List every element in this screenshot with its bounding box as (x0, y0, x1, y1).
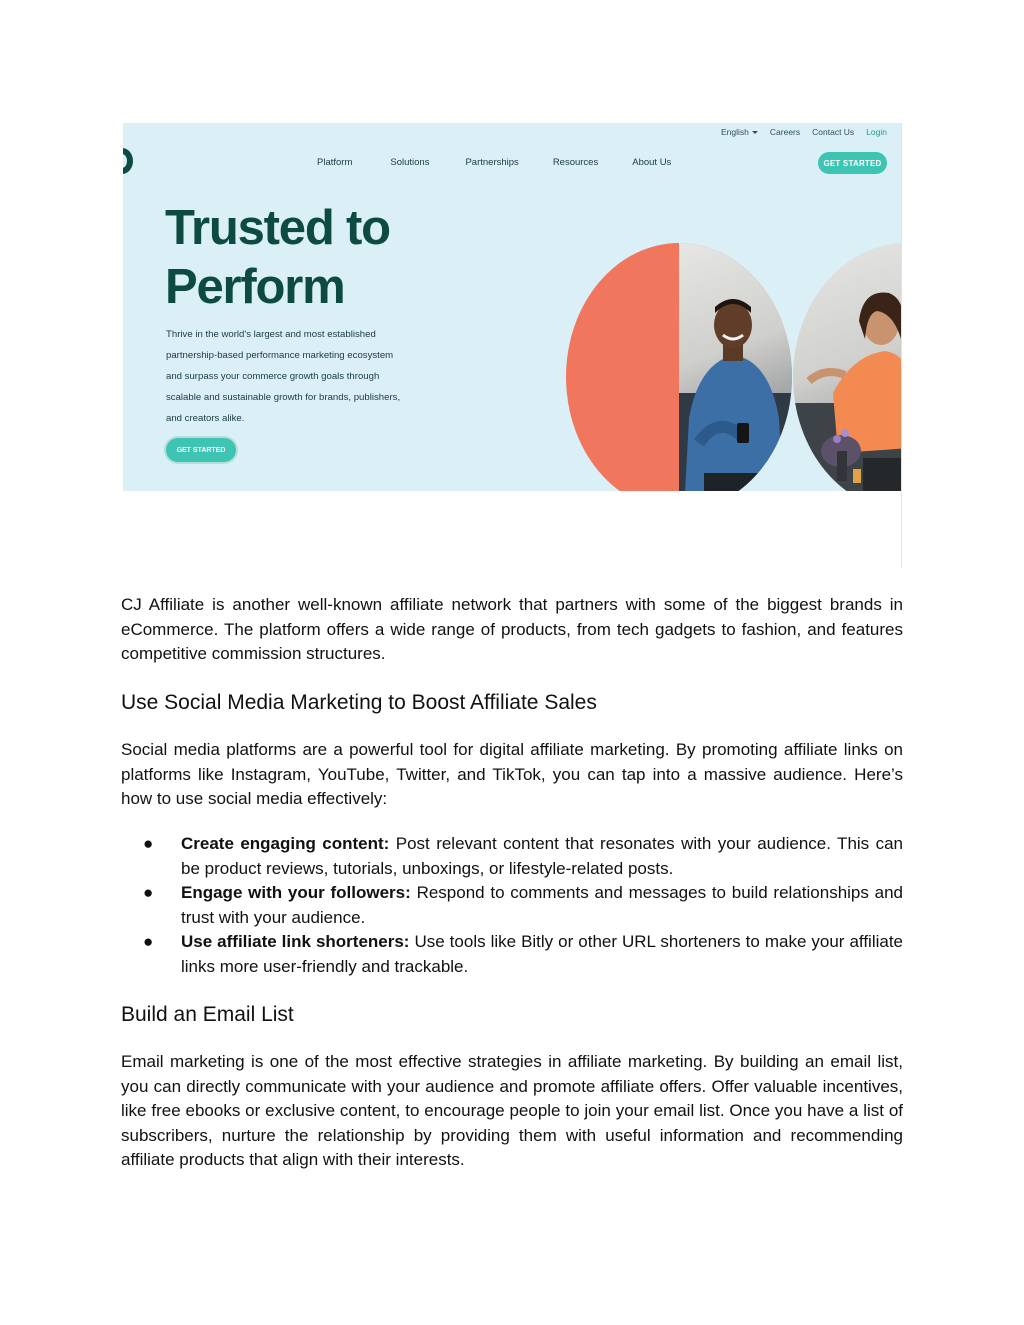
nav-item-solutions[interactable]: Solutions (390, 157, 430, 168)
embedded-website-screenshot (123, 123, 902, 568)
woman-illustration (793, 243, 901, 491)
headline-line-2: Perform (165, 260, 345, 314)
utility-nav (721, 127, 887, 137)
headline-line-1: Trusted to (165, 201, 390, 255)
hero-headline (165, 199, 390, 317)
email-list-paragraph: Email marketing is one of the most effective strategies in affiliate marketing. By building an email list, you can directly communicate with your audience and promote affiliate offers. Offer valuable incentives, like free ebooks or exclusive content, to encourage people to join your email list. Once you have a list of subscribers, nurture the relationship by providing them with useful information and recommending affiliate products that align with their interests. (121, 1052, 903, 1169)
list-item (121, 930, 903, 979)
list-item-bold: Use affiliate link shorteners: (181, 932, 410, 951)
bullet-icon: ● (143, 932, 154, 951)
nav-item-resources[interactable]: Resources (552, 157, 599, 168)
list-item-text: Respond to comments and messages to build relationships and trust with your audience. (181, 883, 903, 927)
hero-section (123, 123, 901, 491)
man-illustration (679, 243, 792, 491)
social-media-paragraph: Social media platforms are a powerful tool for digital affiliate marketing. By promoting affiliate links on platforms like Instagram, YouTube, Twitter, and TikTok, you can tap into a massive audience. Here’s how to use social media effectively: (121, 740, 903, 808)
hero-image-circle-right (793, 243, 901, 491)
list-item (121, 881, 903, 930)
hero-image-circle-left (566, 243, 792, 491)
intro-paragraph: CJ Affiliate is another well-known affiliate network that partners with some of the biggest brands in eCommerce. The platform offers a wide range of products, from tech gadgets to fashion, and features competitive commission structures. (121, 595, 903, 663)
list-item-text: Use tools like Bitly or other URL shorteners to make your affiliate links more user-friendly and trackable. (181, 932, 903, 976)
section-heading-social-media: Use Social Media Marketing to Boost Affiliate Sales (121, 691, 597, 714)
bullet-icon: ● (143, 834, 154, 853)
section-heading-email-list: Build an Email List (121, 1003, 294, 1026)
bullet-icon: ● (143, 883, 154, 902)
social-media-tips-list (121, 832, 903, 979)
list-item-bold: Engage with your followers: (181, 883, 411, 902)
photo-man (679, 243, 792, 491)
list-item-bold: Create engaging content: (181, 834, 390, 853)
caret-down-icon (752, 131, 758, 134)
hero-subtext: Thrive in the world's largest and most established partnership-based performance marketing ecosystem and surpass your commerce growth goals through scalable and sustainable growth for brands, publishers, and creators alike. (166, 329, 401, 424)
nav-item-about[interactable]: About Us (632, 157, 672, 168)
language-selector[interactable] (721, 127, 758, 137)
careers-link[interactable]: Careers (769, 127, 801, 137)
main-nav (317, 157, 671, 168)
contact-link[interactable]: Contact Us (812, 127, 855, 137)
nav-item-partnerships[interactable]: Partnerships (465, 157, 519, 168)
login-link[interactable]: Login (866, 127, 887, 137)
list-item-text: Post relevant content that resonates with your audience. This can be product reviews, tutorials, unboxings, or lifestyle-related posts. (181, 834, 903, 878)
nav-item-platform[interactable]: Platform (317, 157, 353, 168)
language-label: English (721, 127, 749, 137)
get-started-top-button[interactable]: GET STARTED (818, 152, 887, 174)
list-item (121, 832, 903, 881)
cj-logo-icon[interactable] (123, 148, 133, 174)
get-started-hero-button[interactable]: GET STARTED (166, 438, 236, 462)
